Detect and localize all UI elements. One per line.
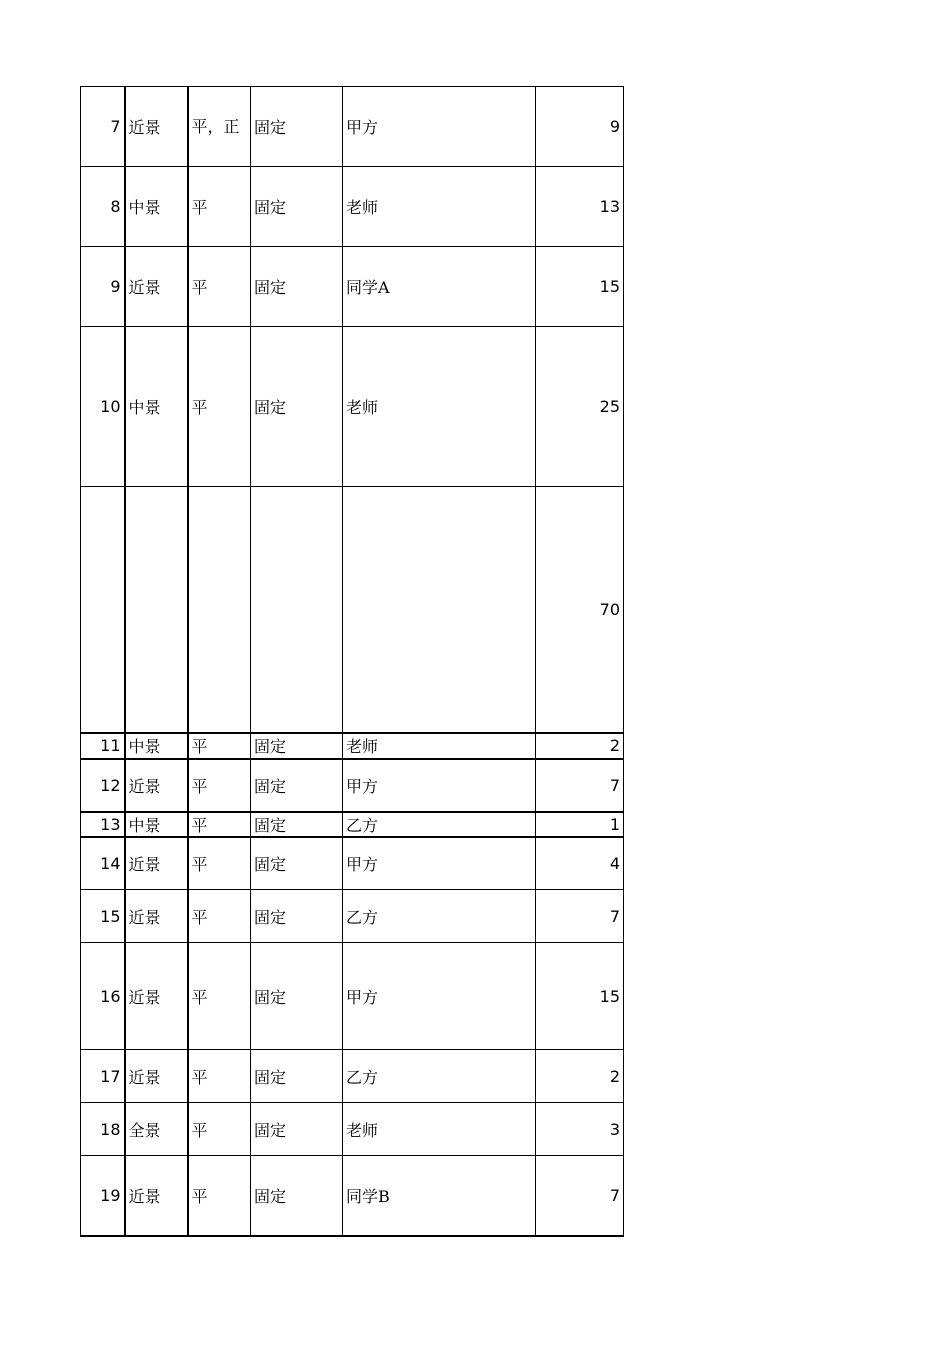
camera-angle-cell: 平 [188, 837, 251, 890]
shot-size-cell: 近景 [125, 759, 188, 812]
shot-list-table [80, 86, 624, 1237]
shot-size-cell [125, 487, 188, 733]
table-row [81, 812, 624, 837]
camera-angle-cell: 平 [188, 247, 251, 327]
camera-angle-cell: 平 [188, 1103, 251, 1156]
shot-number-cell: 7 [81, 87, 125, 167]
table-row [81, 1050, 624, 1103]
camera-angle-cell: 平 [188, 759, 251, 812]
shot-number-cell: 14 [81, 837, 125, 890]
subject-cell [343, 487, 536, 733]
duration-cell: 9 [536, 87, 624, 167]
shot-number-cell: 19 [81, 1156, 125, 1236]
table-row [81, 943, 624, 1050]
duration-cell: 15 [536, 247, 624, 327]
shot-number-cell: 13 [81, 812, 125, 837]
camera-movement-cell: 固定 [251, 943, 343, 1050]
duration-cell: 4 [536, 837, 624, 890]
duration-cell: 2 [536, 1050, 624, 1103]
shot-number-cell: 12 [81, 759, 125, 812]
subject-cell: 老师 [343, 1103, 536, 1156]
camera-angle-cell: 平 [188, 1050, 251, 1103]
camera-angle-cell: 平 [188, 943, 251, 1050]
camera-movement-cell: 固定 [251, 837, 343, 890]
camera-movement-cell: 固定 [251, 890, 343, 943]
shot-number-cell: 15 [81, 890, 125, 943]
subject-cell: 甲方 [343, 759, 536, 812]
shot-number-cell: 9 [81, 247, 125, 327]
shot-size-cell: 全景 [125, 1103, 188, 1156]
camera-angle-cell: 平 [188, 327, 251, 487]
table-row [81, 1156, 624, 1236]
shot-number-cell: 16 [81, 943, 125, 1050]
shot-size-cell: 近景 [125, 943, 188, 1050]
table-row [81, 87, 624, 167]
table-row [81, 1103, 624, 1156]
camera-angle-cell: 平 [188, 812, 251, 837]
subject-cell: 老师 [343, 327, 536, 487]
camera-angle-cell: 平 [188, 167, 251, 247]
duration-cell: 25 [536, 327, 624, 487]
shot-size-cell: 近景 [125, 890, 188, 943]
duration-cell: 15 [536, 943, 624, 1050]
subject-cell: 同学A [343, 247, 536, 327]
camera-movement-cell: 固定 [251, 1103, 343, 1156]
table-row [81, 327, 624, 487]
table-row [81, 837, 624, 890]
duration-cell: 7 [536, 759, 624, 812]
duration-cell: 3 [536, 1103, 624, 1156]
shot-number-cell: 18 [81, 1103, 125, 1156]
camera-movement-cell: 固定 [251, 327, 343, 487]
table-row [81, 247, 624, 327]
camera-movement-cell: 固定 [251, 1156, 343, 1236]
camera-angle-cell: 平 [188, 890, 251, 943]
camera-movement-cell: 固定 [251, 1050, 343, 1103]
shot-size-cell: 近景 [125, 87, 188, 167]
duration-cell: 2 [536, 733, 624, 759]
shot-number-cell: 8 [81, 167, 125, 247]
shot-size-cell: 中景 [125, 167, 188, 247]
camera-movement-cell: 固定 [251, 759, 343, 812]
subject-cell: 乙方 [343, 812, 536, 837]
shot-number-cell [81, 487, 125, 733]
camera-angle-cell: 平，正 [188, 87, 251, 167]
shot-number-cell: 10 [81, 327, 125, 487]
subject-cell: 甲方 [343, 837, 536, 890]
camera-angle-cell [188, 487, 251, 733]
table-row [81, 733, 624, 759]
table-row [81, 890, 624, 943]
duration-cell: 7 [536, 1156, 624, 1236]
duration-cell: 7 [536, 890, 624, 943]
camera-angle-cell: 平 [188, 1156, 251, 1236]
camera-movement-cell [251, 487, 343, 733]
duration-cell: 70 [536, 487, 624, 733]
subject-cell: 甲方 [343, 943, 536, 1050]
camera-movement-cell: 固定 [251, 87, 343, 167]
shot-size-cell: 近景 [125, 837, 188, 890]
camera-movement-cell: 固定 [251, 733, 343, 759]
camera-movement-cell: 固定 [251, 247, 343, 327]
subject-cell: 甲方 [343, 87, 536, 167]
shot-size-cell: 近景 [125, 1156, 188, 1236]
duration-cell: 13 [536, 167, 624, 247]
subject-cell: 老师 [343, 733, 536, 759]
camera-movement-cell: 固定 [251, 167, 343, 247]
shot-size-cell: 中景 [125, 733, 188, 759]
subject-cell: 老师 [343, 167, 536, 247]
table-row [81, 759, 624, 812]
shot-size-cell: 近景 [125, 1050, 188, 1103]
subject-cell: 乙方 [343, 890, 536, 943]
shot-size-cell: 近景 [125, 247, 188, 327]
shot-size-cell: 中景 [125, 327, 188, 487]
shot-size-cell: 中景 [125, 812, 188, 837]
table-row [81, 167, 624, 247]
camera-angle-cell: 平 [188, 733, 251, 759]
shot-number-cell: 11 [81, 733, 125, 759]
shot-number-cell: 17 [81, 1050, 125, 1103]
duration-cell: 1 [536, 812, 624, 837]
subject-cell: 同学B [343, 1156, 536, 1236]
table-row [81, 487, 624, 733]
subject-cell: 乙方 [343, 1050, 536, 1103]
camera-movement-cell: 固定 [251, 812, 343, 837]
